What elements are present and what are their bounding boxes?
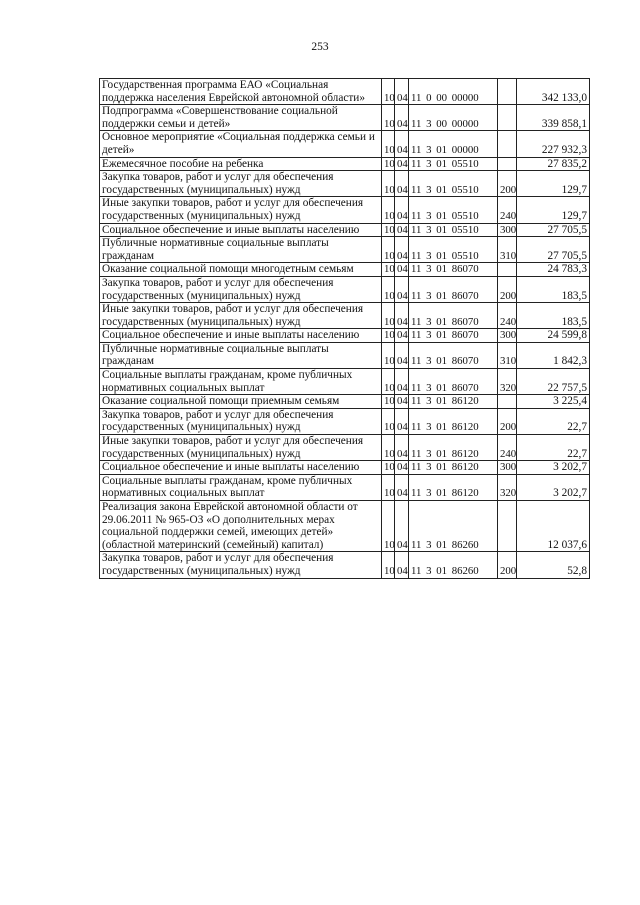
row-expense-type [498, 395, 517, 409]
table-row [100, 276, 590, 302]
row-subsection: 04 [395, 276, 409, 302]
row-subsection: 04 [395, 79, 409, 105]
row-target-article: 11 3 01 86070 [409, 342, 498, 368]
row-amount: 129,7 [517, 171, 590, 197]
table-row [100, 408, 590, 434]
row-expense-type [498, 263, 517, 277]
row-amount: 183,5 [517, 303, 590, 329]
row-amount: 22,7 [517, 408, 590, 434]
row-target-article: 11 3 00 00000 [409, 105, 498, 131]
row-subsection: 04 [395, 408, 409, 434]
row-section: 10 [382, 329, 395, 343]
row-target-article: 11 3 01 86120 [409, 408, 498, 434]
row-section: 10 [382, 237, 395, 263]
row-name: Реализация закона Еврейской автономной области от 29.06.2011 № 965-ОЗ «О дополнительных мерах социальной поддержки семей, имеющих детей» (областной материнский (семейный) капитал) [100, 501, 382, 552]
row-expense-type: 320 [498, 474, 517, 500]
row-section: 10 [382, 474, 395, 500]
table-row [100, 435, 590, 461]
row-subsection: 04 [395, 197, 409, 223]
row-expense-type: 200 [498, 171, 517, 197]
row-target-article: 11 0 00 00000 [409, 79, 498, 105]
table-row [100, 263, 590, 277]
table-row [100, 131, 590, 157]
table-row [100, 369, 590, 395]
row-amount: 227 932,3 [517, 131, 590, 157]
table-row [100, 79, 590, 105]
row-target-article: 11 3 01 86070 [409, 369, 498, 395]
row-expense-type: 200 [498, 276, 517, 302]
budget-table-body [100, 79, 590, 579]
row-expense-type [498, 79, 517, 105]
row-subsection: 04 [395, 303, 409, 329]
row-section: 10 [382, 171, 395, 197]
row-amount: 3 202,7 [517, 474, 590, 500]
row-amount: 22 757,5 [517, 369, 590, 395]
row-name: Оказание социальной помощи многодетным семьям [100, 263, 382, 277]
row-name: Закупка товаров, работ и услуг для обеспечения государственных (муниципальных) нужд [100, 171, 382, 197]
row-subsection: 04 [395, 263, 409, 277]
row-section: 10 [382, 395, 395, 409]
row-subsection: 04 [395, 223, 409, 237]
row-target-article: 11 3 01 05510 [409, 157, 498, 171]
row-section: 10 [382, 303, 395, 329]
row-name: Иные закупки товаров, работ и услуг для обеспечения государственных (муниципальных) нужд [100, 435, 382, 461]
row-expense-type: 310 [498, 342, 517, 368]
table-row [100, 237, 590, 263]
row-subsection: 04 [395, 395, 409, 409]
row-name: Социальное обеспечение и иные выплаты населению [100, 329, 382, 343]
row-name: Иные закупки товаров, работ и услуг для обеспечения государственных (муниципальных) нужд [100, 303, 382, 329]
row-name: Основное мероприятие «Социальная поддержка семьи и детей» [100, 131, 382, 157]
row-subsection: 04 [395, 157, 409, 171]
table-row [100, 552, 590, 578]
row-section: 10 [382, 461, 395, 475]
budget-table [99, 78, 590, 579]
row-name: Ежемесячное пособие на ребенка [100, 157, 382, 171]
table-row [100, 474, 590, 500]
row-section: 10 [382, 79, 395, 105]
row-amount: 3 202,7 [517, 461, 590, 475]
row-target-article: 11 3 01 05510 [409, 197, 498, 223]
row-name: Социальное обеспечение и иные выплаты населению [100, 461, 382, 475]
row-section: 10 [382, 263, 395, 277]
row-amount: 27 835,2 [517, 157, 590, 171]
row-subsection: 04 [395, 461, 409, 475]
row-target-article: 11 3 01 86070 [409, 263, 498, 277]
table-row [100, 105, 590, 131]
row-subsection: 04 [395, 105, 409, 131]
row-expense-type [498, 131, 517, 157]
row-expense-type [498, 157, 517, 171]
row-subsection: 04 [395, 369, 409, 395]
row-expense-type: 300 [498, 461, 517, 475]
table-row [100, 223, 590, 237]
row-expense-type: 240 [498, 303, 517, 329]
row-section: 10 [382, 501, 395, 552]
row-amount: 129,7 [517, 197, 590, 223]
row-target-article: 11 3 01 05510 [409, 223, 498, 237]
row-section: 10 [382, 552, 395, 578]
table-row [100, 329, 590, 343]
row-name: Иные закупки товаров, работ и услуг для обеспечения государственных (муниципальных) нужд [100, 197, 382, 223]
row-amount: 24 783,3 [517, 263, 590, 277]
row-section: 10 [382, 157, 395, 171]
row-name: Закупка товаров, работ и услуг для обеспечения государственных (муниципальных) нужд [100, 276, 382, 302]
row-target-article: 11 3 01 86120 [409, 461, 498, 475]
row-expense-type: 240 [498, 435, 517, 461]
row-name: Публичные нормативные социальные выплаты гражданам [100, 342, 382, 368]
table-row [100, 303, 590, 329]
row-name: Подпрограмма «Совершенствование социальной поддержки семьи и детей» [100, 105, 382, 131]
table-row [100, 461, 590, 475]
row-subsection: 04 [395, 171, 409, 197]
row-section: 10 [382, 131, 395, 157]
row-subsection: 04 [395, 474, 409, 500]
row-target-article: 11 3 01 05510 [409, 237, 498, 263]
row-section: 10 [382, 223, 395, 237]
row-subsection: 04 [395, 329, 409, 343]
row-target-article: 11 3 01 00000 [409, 131, 498, 157]
row-section: 10 [382, 197, 395, 223]
row-amount: 183,5 [517, 276, 590, 302]
table-row [100, 395, 590, 409]
row-amount: 1 842,3 [517, 342, 590, 368]
row-subsection: 04 [395, 552, 409, 578]
row-expense-type: 310 [498, 237, 517, 263]
row-expense-type: 200 [498, 552, 517, 578]
row-subsection: 04 [395, 237, 409, 263]
table-row [100, 157, 590, 171]
row-target-article: 11 3 01 86120 [409, 474, 498, 500]
row-name: Государственная программа ЕАО «Социальная поддержка населения Еврейской автономной области» [100, 79, 382, 105]
row-name: Закупка товаров, работ и услуг для обеспечения государственных (муниципальных) нужд [100, 552, 382, 578]
row-target-article: 11 3 01 86260 [409, 501, 498, 552]
row-section: 10 [382, 105, 395, 131]
row-section: 10 [382, 408, 395, 434]
row-expense-type [498, 105, 517, 131]
row-name: Социальное обеспечение и иные выплаты населению [100, 223, 382, 237]
row-subsection: 04 [395, 435, 409, 461]
row-section: 10 [382, 276, 395, 302]
row-target-article: 11 3 01 86070 [409, 276, 498, 302]
row-amount: 27 705,5 [517, 237, 590, 263]
row-name: Оказание социальной помощи приемным семьям [100, 395, 382, 409]
row-target-article: 11 3 01 86120 [409, 395, 498, 409]
row-target-article: 11 3 01 86070 [409, 329, 498, 343]
row-subsection: 04 [395, 501, 409, 552]
row-name: Публичные нормативные социальные выплаты гражданам [100, 237, 382, 263]
row-subsection: 04 [395, 131, 409, 157]
row-expense-type: 200 [498, 408, 517, 434]
table-row [100, 342, 590, 368]
row-section: 10 [382, 369, 395, 395]
row-subsection: 04 [395, 342, 409, 368]
row-name: Социальные выплаты гражданам, кроме публичных нормативных социальных выплат [100, 474, 382, 500]
row-expense-type [498, 501, 517, 552]
row-section: 10 [382, 342, 395, 368]
table-row [100, 501, 590, 552]
row-target-article: 11 3 01 86120 [409, 435, 498, 461]
row-amount: 339 858,1 [517, 105, 590, 131]
page-number: 253 [311, 41, 329, 53]
row-target-article: 11 3 01 05510 [409, 171, 498, 197]
row-section: 10 [382, 435, 395, 461]
row-name: Социальные выплаты гражданам, кроме публичных нормативных социальных выплат [100, 369, 382, 395]
row-amount: 24 599,8 [517, 329, 590, 343]
row-amount: 52,8 [517, 552, 590, 578]
table-row [100, 171, 590, 197]
row-amount: 12 037,6 [517, 501, 590, 552]
row-expense-type: 320 [498, 369, 517, 395]
row-expense-type: 300 [498, 329, 517, 343]
row-amount: 3 225,4 [517, 395, 590, 409]
row-expense-type: 300 [498, 223, 517, 237]
row-amount: 27 705,5 [517, 223, 590, 237]
table-row [100, 197, 590, 223]
row-target-article: 11 3 01 86260 [409, 552, 498, 578]
row-target-article: 11 3 01 86070 [409, 303, 498, 329]
row-amount: 22,7 [517, 435, 590, 461]
row-amount: 342 133,0 [517, 79, 590, 105]
row-name: Закупка товаров, работ и услуг для обеспечения государственных (муниципальных) нужд [100, 408, 382, 434]
row-expense-type: 240 [498, 197, 517, 223]
